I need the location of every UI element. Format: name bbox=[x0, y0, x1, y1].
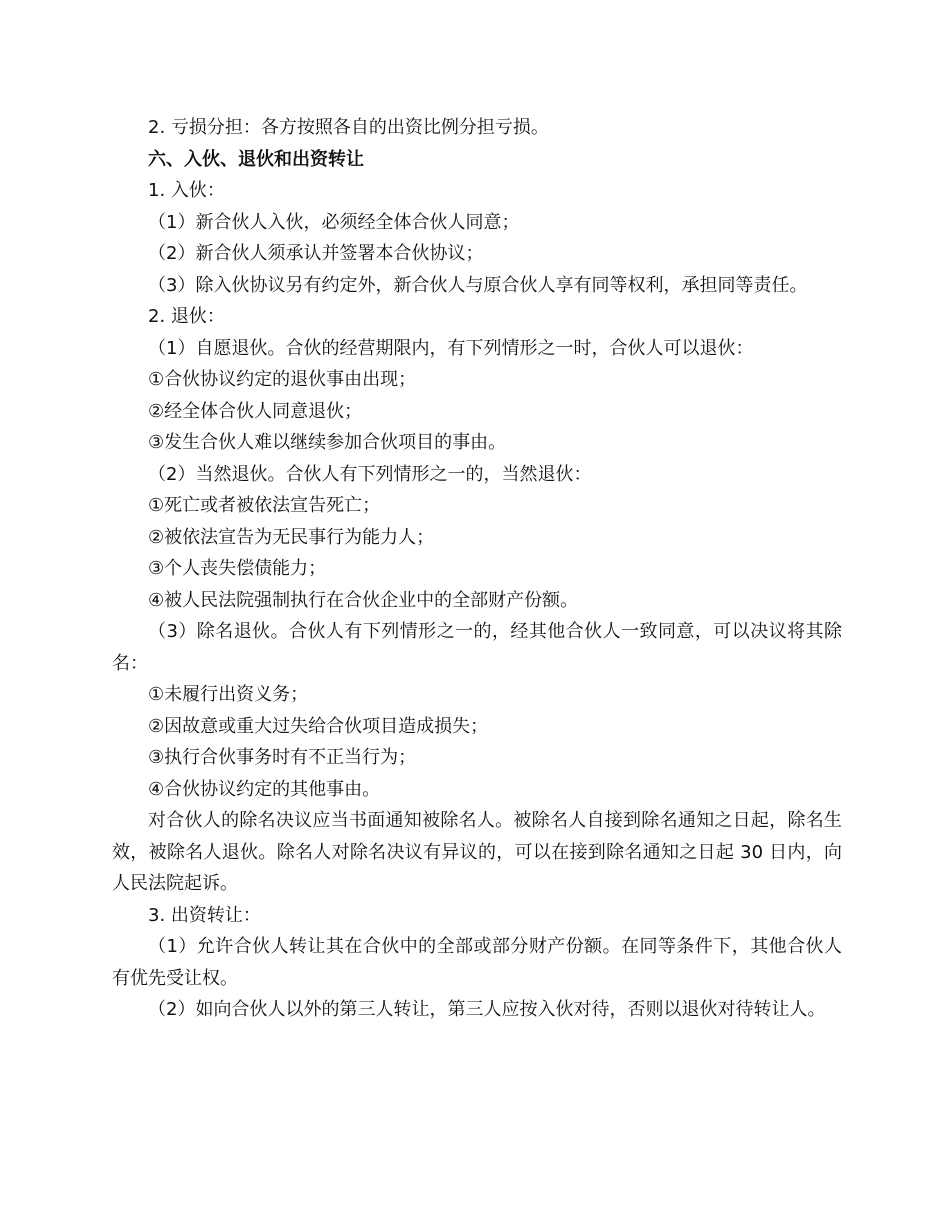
automatic-withdrawal: （2）当然退伙。合伙人有下列情形之一的，当然退伙： bbox=[148, 463, 592, 485]
automatic-case-4: ④被人民法院强制执行在合伙企业中的全部财产份额。 bbox=[148, 589, 579, 611]
expulsion-withdrawal: （3）除名退伙。合伙人有下列情形之一的，经其他合伙人一致同意，可以决议将其除名： bbox=[112, 621, 842, 674]
loss-sharing-clause: 2. 亏损分担：各方按照各自的出资比例分担亏损。 bbox=[148, 117, 549, 138]
expulsion-case-3: ③执行合伙事务时有不正当行为； bbox=[148, 747, 417, 768]
section-heading-6: 六、入伙、退伙和出资转让 bbox=[148, 148, 364, 170]
transfer-item-1: （1）允许合伙人转让其在合伙中的全部或部分财产份额。在同等条件下，其他合伙人有优先受让权。 bbox=[112, 936, 842, 989]
voluntary-case-2: ②经全体合伙人同意退伙； bbox=[148, 400, 363, 422]
expulsion-case-2: ②因故意或重大过失给合伙项目造成损失； bbox=[148, 715, 489, 737]
voluntary-case-1: ①合伙协议约定的退伙事由出现； bbox=[148, 369, 417, 390]
voluntary-case-3: ③发生合伙人难以继续参加合伙项目的事由。 bbox=[148, 432, 507, 453]
automatic-case-2: ②被依法宣告为无民事行为能力人； bbox=[148, 526, 435, 548]
subsection-transfer: 3. 出资转让： bbox=[148, 904, 261, 926]
voluntary-withdrawal: （1）自愿退伙。合伙的经营期限内，有下列情形之一时，合伙人可以退伙： bbox=[148, 337, 754, 359]
automatic-case-1: ①死亡或者被依法宣告死亡； bbox=[148, 495, 381, 516]
subsection-withdrawal: 2. 退伙： bbox=[148, 306, 225, 327]
subsection-admission: 1. 入伙： bbox=[148, 180, 225, 201]
automatic-case-3: ③个人丧失偿债能力； bbox=[148, 558, 327, 579]
expulsion-case-4: ④合伙协议约定的其他事由。 bbox=[148, 778, 381, 800]
admission-item-3: （3）除入伙协议另有约定外，新合伙人与原合伙人享有同等权利，承担同等责任。 bbox=[148, 274, 808, 296]
expulsion-notice-paragraph: 对合伙人的除名决议应当书面通知被除名人。被除名人自接到除名通知之日起，除名生效，被除名人退伙。除名人对除名决议有异议的，可以在接到除名通知之日起 30 日内，向人民法院起诉。 bbox=[112, 810, 842, 894]
transfer-item-2: （2）如向合伙人以外的第三人转让，第三人应按入伙对待，否则以退伙对待转让人。 bbox=[148, 999, 826, 1020]
admission-item-1: （1）新合伙人入伙，必须经全体合伙人同意； bbox=[148, 211, 520, 233]
admission-item-2: （2）新合伙人须承认并签署本合伙协议； bbox=[148, 243, 484, 264]
expulsion-case-1: ①未履行出资义务； bbox=[148, 684, 309, 705]
document-body bbox=[112, 112, 842, 1026]
